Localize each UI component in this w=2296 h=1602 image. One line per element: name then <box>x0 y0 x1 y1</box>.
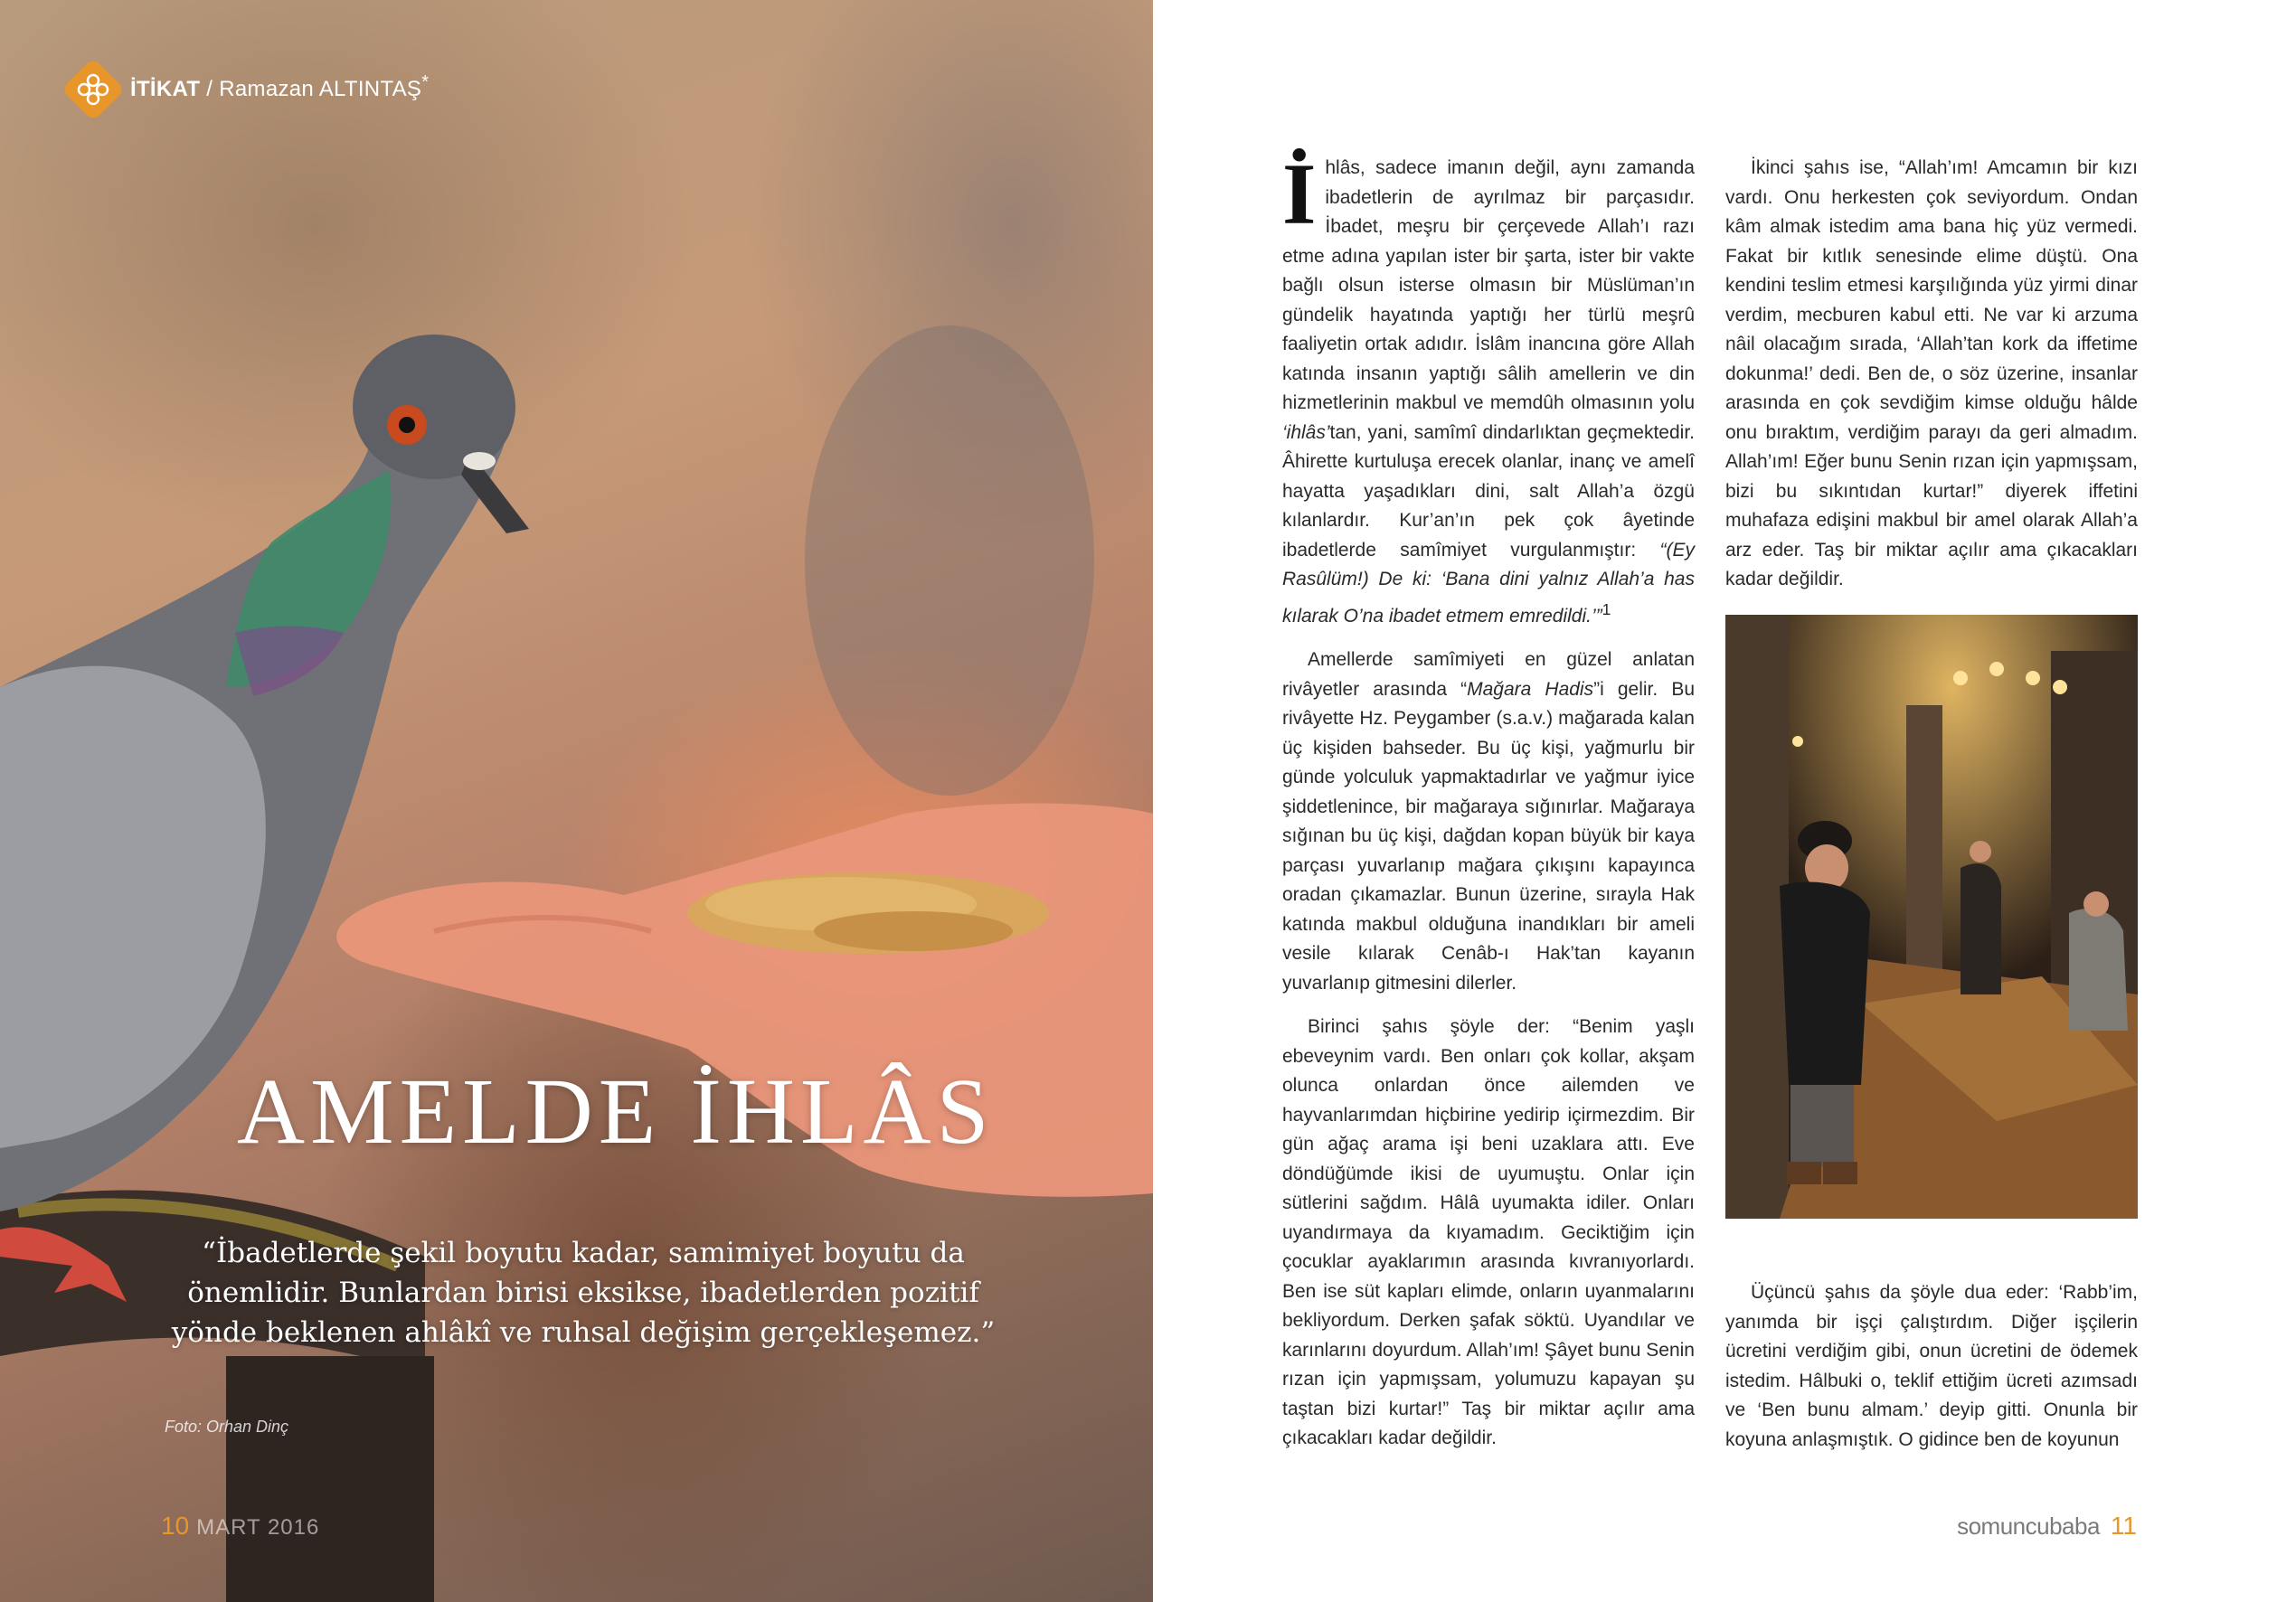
intro-text-2: tan, yani, samîmî dindarlıktan geçmektedir. Âhirette kurtuluşa erecek olanlar, inanç ve amelî hayatta yaşadıkları dini, salt Allah’a özgü kılanlardır. Kur’an’ın pek çok âyetinde ibadetlerde samîmiyet vurgulanmıştır: <box>1282 421 1695 561</box>
mosque-interior-image <box>1725 615 2138 1219</box>
cave-text-1: Amellerde samîmiyeti en güzel anlatan rivâyetler arasında “ <box>1282 649 1695 700</box>
left-page-number: 10 <box>161 1512 190 1540</box>
pull-quote: “İbadetlerde şekil boyutu kadar, samimiyet boyutu da önemlidir. Bunlardan birisi eksikse, ibadetlerden pozitif yönde beklenen ahlâkî ve ruhsal değişim gerçekleşemez.” <box>171 1237 996 1349</box>
magazine-name: somuncubaba <box>1957 1512 2100 1540</box>
drop-cap: İ <box>1282 146 1317 242</box>
text-column-2 <box>1725 154 2138 595</box>
footnote-mark: 1 <box>1602 599 1611 618</box>
paragraph-first-person: Birinci şahıs şöyle der: “Benim yaşlı ebeveynim vardı. Ben onları çok kollar, akşam olunca onlardan önce ailemden ve hayvanlarımdan hiçbirine yedirip içirmezdim. Bir gün ağaç arama işi beni uzaklara attı. Eve döndüğümde ikisi de uyumuştu. Onlar için sütlerini sağdım. Hâlâ uyumakta idiler. Onları uyandırmaya da kıyamadım. Geciktiğim için çocuklar ayaklarımın arasında kıvranıyorlardı. Ben ise süt kapları elimde, onların uyanmalarını bekliyordum. Derken şafak söktü. Uyandılar ve karınlarını doyurdum. Allah’ım! Şâyet bunu Senin rızan için yapmışsam, yolumuzu kapayan şu taştan bizi kurtar!” Taş bir miktar açılır ama çıkacakları kadar değildir. <box>1282 1016 1695 1448</box>
intro-text-1: hlâs, sadece imanın değil, aynı zamanda ibadetlerin de ayrılmaz bir parçasıdır. İbadet, meşru bir çerçevede Allah’ı razı etme adına yapılan ister bir şarta, ister bir vakte bağlı olsun isterse olmasın bir Müslüman’ın gündelik hayatında yaptığı her türlü meşrû faaliyetin ortak adıdır. İslâm inancına göre Allah katında insanın yaptığı sâlih amellerin ve din hizmetlerinin makbul ve memdûh olmasının yolu <box>1282 157 1695 413</box>
cave-text-2: ”i gelir. Bu rivâyette Hz. Peygamber (s.a.v.) mağarada kalan üç kişiden bahseder. Bu üç kişi, yağmurlu bir günde yolculuk yapmaktadırlar ve yağmur iyice şiddetlenince, bir mağaraya sığınırlar. Mağaraya sığınan bu üç kişi, dağdan kopan büyük bir kaya parçası yuvarlanıp mağara çıkışını kapayınca oradan çıkamazlar. Bunun üzerine, sırayla Hak katında makbul olduğuna inandıkları bir ameli vesile kılarak Cenâb-ı Hak’tan kayanın yuvarlanıp gitmesini dilerler. <box>1282 678 1696 994</box>
text-column-2-bottom <box>1725 1278 2138 1455</box>
photo-credit: Foto: Orhan Dinç <box>165 1418 289 1436</box>
mosque-photo <box>1725 615 2138 1219</box>
text-column-1 <box>1282 146 1696 1454</box>
ayet-quote: “(Ey Rasûlüm!) De ki: ‘Bana dini yalnız Allah’a has kılarak O’na ibadet etmem emredildi.’” <box>1282 539 1695 627</box>
section-category: İTİKAT <box>130 77 201 101</box>
left-folio <box>161 1512 319 1541</box>
paragraph-intro <box>1282 146 1695 631</box>
ornament-diamond-icon <box>61 58 125 121</box>
cave-hadith-name: Mağara Hadis <box>1467 678 1594 700</box>
author-footnote-mark: * <box>421 72 430 92</box>
section-badge <box>61 58 125 121</box>
issue-date: MART 2016 <box>196 1515 320 1540</box>
header-separator: / <box>200 77 220 101</box>
article-title: AMELDE İHLÂS <box>237 1060 995 1164</box>
section-header <box>130 72 429 102</box>
right-folio <box>1957 1512 2137 1541</box>
intro-italic-ihlas: ‘ihlâs’ <box>1282 421 1330 443</box>
author-name: Ramazan ALTINTAŞ <box>219 77 422 101</box>
paragraph-cave-hadith <box>1282 646 1695 998</box>
paragraph-second-person: İkinci şahıs ise, “Allah’ım! Amcamın bir kızı vardı. Onu herkesten çok seviyordum. Ondan kâm almak istedim ama bana hiç yüz vermedi. Fakat bir kıtlık senesinde elime düştü. Ona kendini teslim etmesi karşılığında yüz yirmi dinar verdim, mecburen kabul etti. Ne var ki arzuma nâil olacağım sırada, ‘Allah’tan kork da iffetime dokunma!’ dedi. Ben de, o söz üzerine, insanlar arasında en çok sevdiğim kimse olduğu hâlde onu bıraktım, verdiğim parayı da geri almadım. Allah’ım! Eğer bunu Senin rızan için yapmışsam, bizi bu sıkıntıdan kurtar!” diyerek iffetini muhafaza edişini makbul bir amel olarak Allah’a arz eder. Taş bir miktar açılır ama çıkacakları kadar değildir. <box>1725 157 2138 589</box>
paragraph-third-person: Üçüncü şahıs da şöyle dua eder: ‘Rabb’im, yanımda bir işçi çalıştırdım. Diğer işçilerin ücretini verdiğim gibi, onun ücretini de ödemek istedim. Hâlbuki o, teklif ettiğim ücreti azımsadı ve ‘Ben bunu almam.’ deyip gitti. Onunla bir koyuna anlaşmıştık. O gidince ben de koyunun <box>1725 1282 2138 1450</box>
right-page-number: 11 <box>2110 1512 2137 1540</box>
